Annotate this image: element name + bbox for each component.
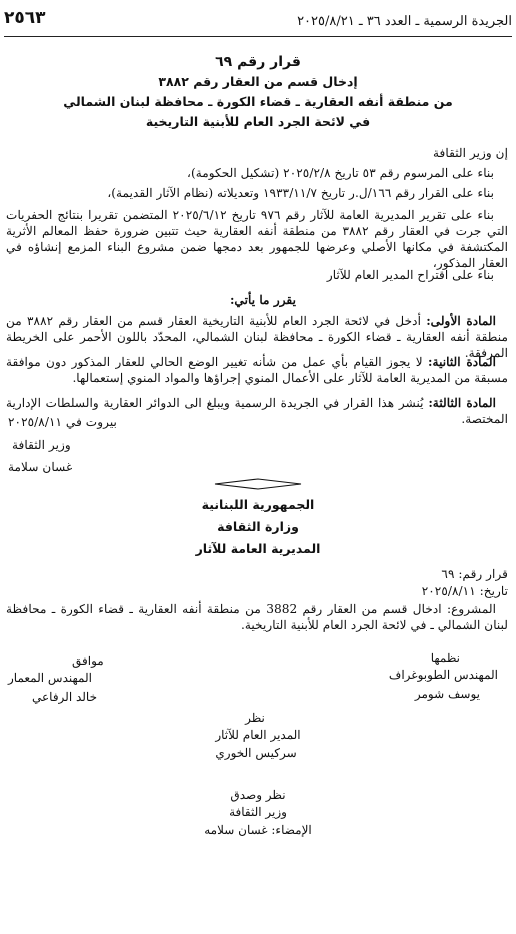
annex-heading-3: المديرية العامة للآثار: [195, 541, 321, 556]
decides-heading: يقرر ما يأتي:: [229, 293, 296, 307]
signer-name: غسان سلامة: [8, 460, 73, 474]
signature-left-name: خالد الرفاعي: [32, 690, 98, 704]
decision-subtitle-3: في لائحة الجرد العام للأبنية التاريخية: [145, 114, 371, 129]
signature-left-label: موافق: [72, 654, 104, 668]
section-divider: [213, 478, 303, 490]
decision-subtitle-1: إدخال قسم من العقار رقم ٣٨٨٢: [158, 74, 358, 89]
signature-right-title: المهندس الطوبوغراف: [388, 668, 498, 682]
signature-right-name: يوسف شومر: [414, 687, 480, 701]
article-1-label: المادة الأولى:: [426, 314, 496, 328]
annex-project: المشروع: ادخال قسم من العقار رقم 3882 من منطقة أنفه العقارية ـ قضاء الكورة ـ محافظة لبنان الشمالي ـ في لائحة الجرد العام للأبنية التاريخية.: [6, 602, 508, 632]
signature-center-1-label: نظر: [245, 711, 265, 725]
article-2-label: المادة الثانية:: [428, 355, 497, 369]
signature-right-label: نظمها: [430, 651, 460, 665]
signature-center-2-label: نظر وصدق: [230, 788, 286, 802]
signature-center-1-title: المدير العام للآثار: [215, 728, 301, 742]
recital-3: بناء على تقرير المديرية العامة للآثار رقم ٩٧٦ تاريخ ٢٠٢٥/٦/١٢ المتضمن تقريرا بنتائج الحفريات التي جرت في العقار رقم ٣٨٨٢ من منطقة أنفه العقارية حيث تتبين ضرورة حفظ المعالم الأثرية المكتشفة في مكانها الأصلي وعرضها للجمهور بعد دمجها ضمن مشروع البناء المزمع إنشاؤه في العقار المذكور،: [6, 208, 508, 270]
recital-1: بناء على المرسوم رقم ٥٣ تاريخ ٢٠٢٥/٢/٨ (تشكيل الحكومة)،: [187, 166, 494, 180]
running-head: الجريدة الرسمية ـ العدد ٣٦ ـ ٢٠٢٥/٨/٢١: [297, 14, 512, 29]
page-header: [4, 6, 512, 37]
signer-title: وزير الثقافة: [12, 438, 71, 452]
annex-heading-1: الجمهورية اللبنانية: [201, 497, 315, 512]
decision-subtitle-2: من منطقة أنفه العقارية ـ قضاء الكورة ـ محافظة لبنان الشمالي: [63, 94, 453, 109]
signature-center-1-name: سركيس الخوري: [215, 746, 297, 760]
signature-left-title: المهندس المعمار: [8, 671, 92, 685]
annex-decision-no: قرار رقم: ٦٩: [441, 567, 508, 581]
article-3-label: المادة الثالثة:: [428, 396, 496, 410]
article-2: [6, 354, 508, 386]
article-1-text: أدخل في لائحة الجرد العام للأبنية التاريخية العقار قسم من العقار رقم ٣٨٨٢ من منطقة أنفه العقارية ـ قضاء الكورة ـ محافظة لبنان الشمالي، المحدّد باللون الأحمر على الخريطة المرفقة.: [6, 314, 508, 360]
annex-heading-2: وزارة الثقافة: [217, 519, 299, 534]
signature-center-2-title: وزير الثقافة: [229, 805, 287, 819]
article-3-text: يُنشر هذا القرار في الجريدة الرسمية ويبلغ الى الدوائر العقارية والسلطات الإدارية المختصة.: [6, 396, 508, 426]
article-2-text: لا يجوز القيام بأي عمل من شأنه تغيير الوضع الحالي للعقار المذكور دون موافقة مسبقة من المديرية العامة للآثار على الأعمال المنوي إجراؤها والمواد المنوي إستعمالها.: [6, 355, 508, 385]
intro: إن وزير الثقافة: [433, 146, 508, 160]
recital-4: بناء على اقتراح المدير العام للآثار: [326, 268, 494, 282]
recital-2: بناء على القرار رقم ١٦٦/ل.ر تاريخ ١٩٣٣/١١/٧ وتعديلاته (نظام الآثار القديمة)،: [107, 186, 494, 200]
annex-date: تاريخ: ٢٠٢٥/٨/١١: [421, 584, 508, 598]
page-number: ٢٥٦٣: [4, 8, 46, 28]
signature-right: [431, 651, 460, 666]
decision-title: قرار رقم ٦٩: [215, 54, 301, 70]
place-date: بيروت في ٢٠٢٥/٨/١١: [8, 415, 117, 429]
signature-center-2-name: الإمضاء: غسان سلامه: [204, 823, 312, 837]
